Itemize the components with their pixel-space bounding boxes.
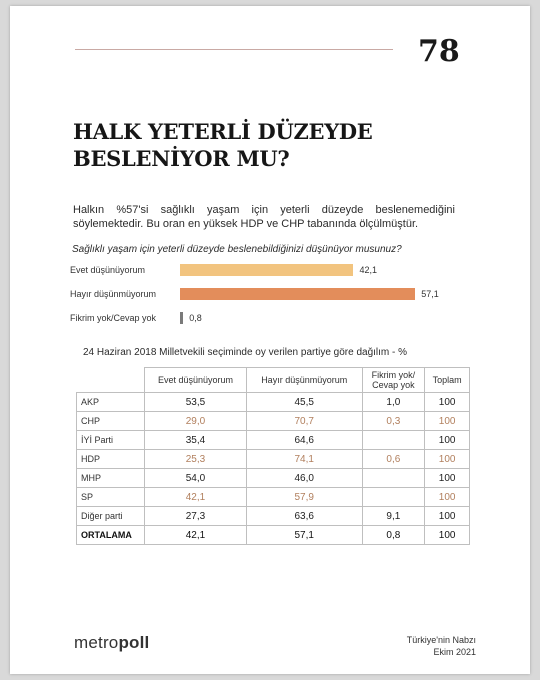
table-row <box>77 526 470 545</box>
table-row <box>77 412 470 431</box>
bar-label: Hayır düşünmüyorum <box>70 289 157 299</box>
party-label: CHP <box>77 412 145 431</box>
table-cell: 35,4 <box>145 431 247 450</box>
party-label: AKP <box>77 393 145 412</box>
table-row <box>77 431 470 450</box>
page-title-line-1: HALK YETERLİ DÜZEYDE <box>73 119 373 144</box>
column-header: Hayır düşünmüyorum <box>246 368 362 393</box>
party-breakdown-table <box>76 367 470 545</box>
party-label: İYİ Parti <box>77 431 145 450</box>
source-note <box>360 634 476 658</box>
table-cell: 100 <box>425 450 470 469</box>
table-row <box>77 450 470 469</box>
table-row <box>77 488 470 507</box>
metropoll-logo <box>74 633 149 653</box>
page-title-line-2: BESLENİYOR MU? <box>73 146 290 171</box>
table-cell <box>362 469 425 488</box>
party-label: SP <box>77 488 145 507</box>
table-cell: 100 <box>425 469 470 488</box>
report-page <box>10 6 530 674</box>
table-cell: 42,1 <box>145 526 247 545</box>
column-header: Evet düşünüyorum <box>145 368 247 393</box>
table-cell: 42,1 <box>145 488 247 507</box>
table-cell: 45,5 <box>246 393 362 412</box>
table-cell: 1,0 <box>362 393 425 412</box>
intro-paragraph: Halkın %57'si sağlıklı yaşam için yeterli düzeyde beslenemediğini söylemektedir. Bu oran en yüksek HDP ve CHP tabanında ölçülmüştür. <box>73 204 455 230</box>
logo-text-metro: metro <box>74 633 119 652</box>
column-header: Toplam <box>425 368 470 393</box>
party-label: Diğer parti <box>77 507 145 526</box>
table-cell: 100 <box>425 393 470 412</box>
bar-value-label: 42,1 <box>359 265 377 275</box>
bar <box>180 312 183 324</box>
table-row <box>77 469 470 488</box>
table-cell: 46,0 <box>246 469 362 488</box>
table-cell: 57,9 <box>246 488 362 507</box>
column-header: Fikrim yok/ Cevap yok <box>362 368 425 393</box>
table-cell: 29,0 <box>145 412 247 431</box>
table-cell <box>362 488 425 507</box>
table-cell: 100 <box>425 507 470 526</box>
table-cell: 0,8 <box>362 526 425 545</box>
source-line-2: Ekim 2021 <box>433 647 476 657</box>
table-cell: 25,3 <box>145 450 247 469</box>
bar-value-label: 0,8 <box>189 313 202 323</box>
logo-text-poll: poll <box>118 633 150 652</box>
table-cell: 0,6 <box>362 450 425 469</box>
table-row <box>77 393 470 412</box>
table-cell: 63,6 <box>246 507 362 526</box>
table-cell: 70,7 <box>246 412 362 431</box>
table-cell <box>362 431 425 450</box>
table-cell: 74,1 <box>246 450 362 469</box>
party-label: MHP <box>77 469 145 488</box>
party-label: ORTALAMA <box>77 526 145 545</box>
table-cell: 57,1 <box>246 526 362 545</box>
table-cell: 100 <box>425 488 470 507</box>
bar-value-label: 57,1 <box>421 289 439 299</box>
source-line-1: Türkiye'nin Nabzı <box>406 635 476 645</box>
survey-question: Sağlıklı yaşam için yeterli düzeyde beslenebildiğinizi düşünüyor musunuz? <box>72 244 402 255</box>
table-title: 24 Haziran 2018 Milletvekili seçiminde oy verilen partiye göre dağılım - % <box>83 347 408 358</box>
table-cell: 100 <box>425 412 470 431</box>
table-cell: 100 <box>425 526 470 545</box>
table-row <box>77 507 470 526</box>
bar-label: Fikrim yok/Cevap yok <box>70 313 157 323</box>
bar <box>180 288 415 300</box>
table-corner-cell <box>77 368 145 393</box>
table-cell: 9,1 <box>362 507 425 526</box>
table-cell: 53,5 <box>145 393 247 412</box>
table-cell: 54,0 <box>145 469 247 488</box>
bar-label: Evet düşünüyorum <box>70 265 146 275</box>
table-header-row <box>77 368 470 393</box>
table-cell: 64,6 <box>246 431 362 450</box>
table-cell: 100 <box>425 431 470 450</box>
page-number: 78 <box>418 34 460 69</box>
bar <box>180 264 353 276</box>
party-label: HDP <box>77 450 145 469</box>
page-title <box>73 118 473 172</box>
table-cell: 27,3 <box>145 507 247 526</box>
table-cell: 0,3 <box>362 412 425 431</box>
header-rule <box>75 49 393 50</box>
